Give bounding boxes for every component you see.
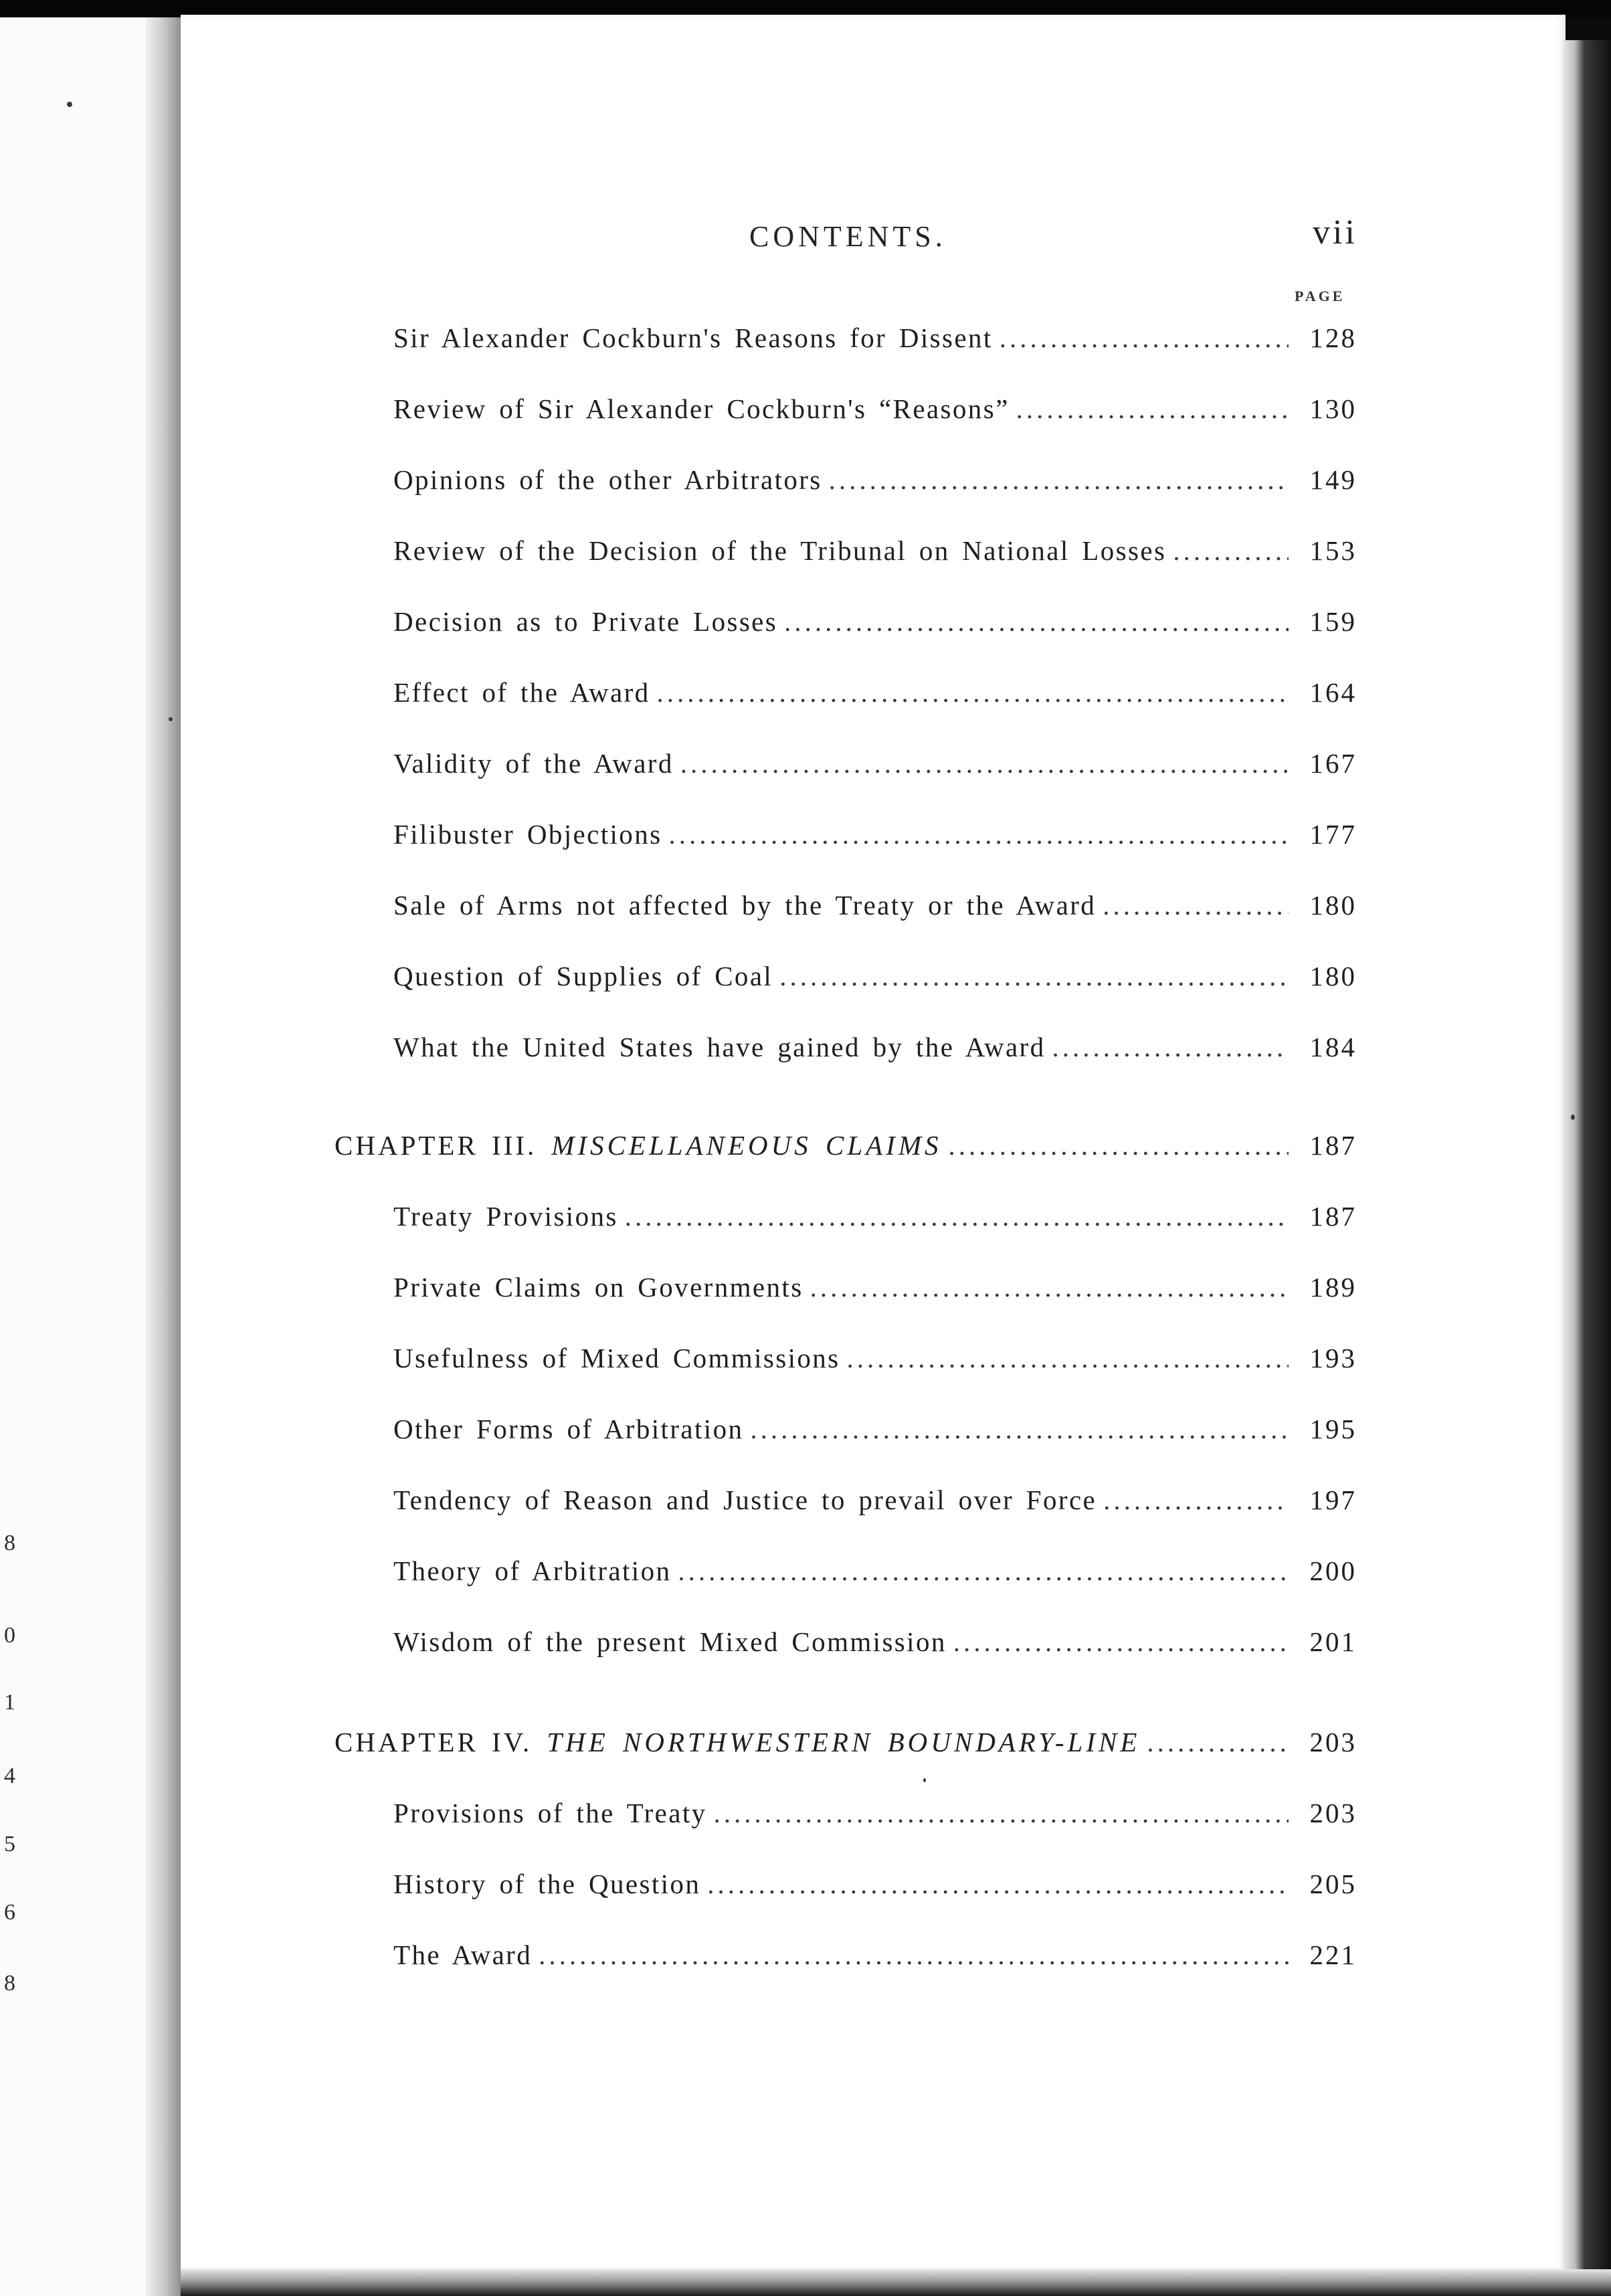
- dot-leader: [678, 1555, 1289, 1587]
- toc-entry: [393, 1484, 1357, 1521]
- toc-entry-title: History of the Question: [393, 1869, 701, 1899]
- toc-entry-title: Sir Alexander Cockburn's Reasons for Dissent: [393, 322, 993, 353]
- dot-leader: [1103, 1484, 1289, 1516]
- toc-entry-title: Usefulness of Mixed Commissions: [393, 1343, 840, 1373]
- scan-speck: [923, 1778, 926, 1782]
- scan-speck: [169, 717, 173, 721]
- book-gutter-shadow: [146, 17, 186, 2296]
- toc-entry-page: 197: [1309, 1485, 1357, 1515]
- chapter-title: MISCELLANEOUS CLAIMS: [551, 1130, 942, 1161]
- dot-leader: [948, 1129, 1289, 1161]
- toc-entry: [393, 1271, 1357, 1309]
- toc-entry: [393, 1413, 1357, 1450]
- scan-speck: [67, 102, 72, 107]
- dot-leader: [779, 960, 1289, 992]
- toc-entry-page: 221: [1309, 1939, 1357, 1970]
- chapter-title: THE NORTHWESTERN BOUNDARY-LINE: [547, 1727, 1141, 1757]
- toc-entry-page: 187: [1309, 1201, 1357, 1232]
- dot-leader: [1103, 889, 1289, 921]
- toc-entry-title: Theory of Arbitration: [393, 1555, 672, 1586]
- dot-leader: [539, 1939, 1289, 1971]
- toc-entry-title: Decision as to Private Losses: [393, 606, 778, 637]
- dot-leader: [625, 1200, 1289, 1232]
- chapter-heading: [335, 1129, 1357, 1167]
- toc-entry-title: Opinions of the other Arbitrators: [393, 464, 822, 495]
- page-bottom-edge-shadow: [181, 2269, 1611, 2296]
- toc-entry: [393, 1555, 1357, 1592]
- previous-page-digit: 8: [4, 1971, 15, 1996]
- toc-entry-title: Review of the Decision of the Tribunal on National Losses: [393, 535, 1167, 566]
- chapter-page: 203: [1309, 1727, 1357, 1757]
- dot-leader: [829, 464, 1289, 496]
- toc-entry-page: 184: [1309, 1032, 1357, 1062]
- toc-entry: [393, 393, 1357, 430]
- toc-entry: [393, 889, 1357, 927]
- toc-entry-title: Sale of Arms not affected by the Treaty or the Award: [393, 890, 1097, 921]
- chapter-page: 187: [1309, 1130, 1357, 1161]
- dot-leader: [680, 747, 1289, 779]
- previous-page-digit: 4: [4, 1763, 15, 1788]
- toc-entry-title: Review of Sir Alexander Cockburn's “Reasons”: [393, 393, 1010, 424]
- toc-entry-page: 180: [1309, 961, 1357, 991]
- toc-entry-page: 149: [1309, 464, 1357, 495]
- dot-leader: [810, 1271, 1289, 1303]
- toc-entry: [393, 322, 1357, 359]
- chapter-heading: [335, 1726, 1357, 1763]
- dot-leader: [784, 605, 1289, 638]
- previous-page-digit: 6: [4, 1900, 15, 1925]
- dot-leader: [953, 1626, 1289, 1658]
- toc-entry: [393, 1626, 1357, 1663]
- dot-leader: [1016, 393, 1289, 425]
- scan-speck: [1571, 1115, 1575, 1120]
- toc-entry: [393, 1868, 1357, 1905]
- page-folio: vii: [1313, 213, 1357, 252]
- page-right-edge-shadow: [1563, 40, 1611, 2296]
- chapter-label: CHAPTER III.: [335, 1130, 537, 1161]
- dot-leader: [657, 676, 1289, 708]
- toc-entry-title: The Award: [393, 1939, 533, 1970]
- toc-entry-title: Filibuster Objections: [393, 819, 662, 850]
- toc-entry-title: Other Forms of Arbitration: [393, 1414, 744, 1444]
- toc-entry-page: 193: [1309, 1343, 1357, 1373]
- toc-entry: [393, 1200, 1357, 1238]
- toc-entry-title: Effect of the Award: [393, 677, 650, 708]
- toc-entry-page: 177: [1309, 819, 1357, 850]
- toc-entry-page: 195: [1309, 1414, 1357, 1444]
- previous-page-digit: 8: [4, 1531, 15, 1555]
- toc-entry-page: 201: [1309, 1626, 1357, 1657]
- dot-leader: [750, 1413, 1289, 1445]
- previous-page-digit: 5: [4, 1832, 15, 1856]
- dot-leader: [1173, 535, 1289, 567]
- toc-entry: [393, 960, 1357, 997]
- toc-entry: [393, 605, 1357, 643]
- previous-page-digit: 0: [4, 1623, 15, 1648]
- toc-entry-title: Treaty Provisions: [393, 1201, 618, 1232]
- toc-entry: [393, 676, 1357, 714]
- toc-entry-title: Provisions of the Treaty: [393, 1798, 707, 1828]
- dot-leader: [707, 1868, 1289, 1900]
- previous-page-digit: 1: [4, 1690, 15, 1715]
- page-column-label: PAGE: [1295, 288, 1345, 304]
- running-head: CONTENTS.: [749, 220, 947, 253]
- toc-entry-page: 153: [1309, 535, 1357, 566]
- dot-leader: [1147, 1726, 1289, 1758]
- toc-entry-page: 180: [1309, 890, 1357, 921]
- toc-entry-title: Private Claims on Governments: [393, 1272, 803, 1303]
- toc-entry-page: 205: [1309, 1869, 1357, 1899]
- toc-entry: [393, 535, 1357, 572]
- toc-entry-title: Wisdom of the present Mixed Commission: [393, 1626, 947, 1657]
- toc-entry: [393, 1939, 1357, 1976]
- toc-entry-page: 130: [1309, 393, 1357, 424]
- toc-entry-title: What the United States have gained by the Award: [393, 1032, 1046, 1062]
- toc-entry: [393, 818, 1357, 856]
- dot-leader: [668, 818, 1289, 850]
- toc-entry-page: 159: [1309, 606, 1357, 637]
- dot-leader: [714, 1797, 1289, 1829]
- toc-entry-title: Validity of the Award: [393, 748, 674, 779]
- toc-entry: [393, 1342, 1357, 1379]
- toc-entry-title: Question of Supplies of Coal: [393, 961, 773, 991]
- toc-entry-page: 200: [1309, 1555, 1357, 1586]
- toc-entry: [393, 464, 1357, 501]
- dot-leader: [1052, 1031, 1289, 1063]
- toc-entry-page: 128: [1309, 322, 1357, 353]
- toc-entry: [393, 747, 1357, 785]
- toc-entry-title: Tendency of Reason and Justice to prevail over Force: [393, 1485, 1097, 1515]
- toc-entry-page: 203: [1309, 1798, 1357, 1828]
- toc-entry: [393, 1031, 1357, 1068]
- dot-leader: [847, 1342, 1289, 1374]
- chapter-label: CHAPTER IV.: [335, 1727, 533, 1757]
- toc-entry-page: 189: [1309, 1272, 1357, 1303]
- toc-entry-page: 164: [1309, 677, 1357, 708]
- previous-page-edge: [0, 17, 175, 2296]
- toc-entry: [393, 1797, 1357, 1834]
- dot-leader: [1000, 322, 1289, 354]
- toc-entry-page: 167: [1309, 748, 1357, 779]
